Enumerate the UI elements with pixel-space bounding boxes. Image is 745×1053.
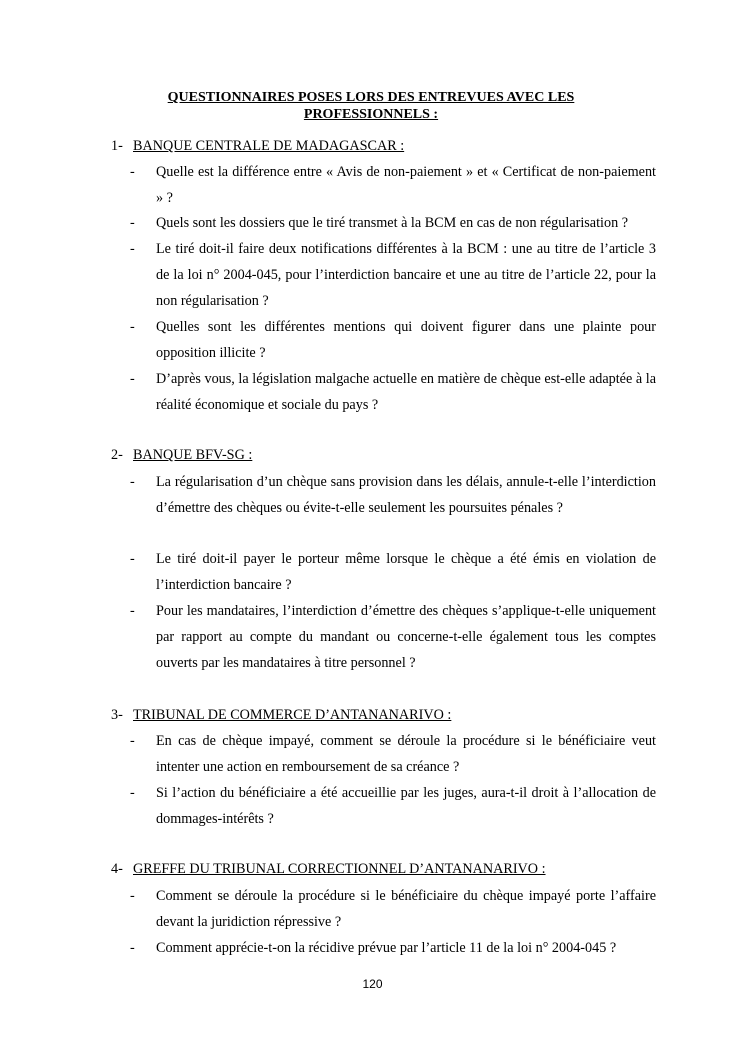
- bullet-dash: -: [130, 551, 135, 567]
- question-item: Le tiré doit-il faire deux notifications différentes à la BCM : une au titre de l’article 3 de la loi n° 2004-045, pour l’interdiction bancaire et une au titre de l’article 22, pour la non régularisation ?: [156, 241, 656, 309]
- section-number: 4-: [111, 861, 123, 877]
- section-title: TRIBUNAL DE COMMERCE D’ANTANANARIVO :: [133, 707, 452, 723]
- question-item: La régularisation d’un chèque sans provision dans les délais, annule-t-elle l’interdiction d’émettre des chèques ou évite-t-elle seulement les poursuites pénales ?: [156, 474, 656, 516]
- section-heading: [111, 859, 546, 879]
- bullet-dash: -: [130, 733, 135, 749]
- bullet-dash: -: [130, 785, 135, 801]
- page-number: 120: [362, 977, 383, 991]
- section-number: 1-: [111, 138, 123, 154]
- bullet-dash: -: [130, 474, 135, 490]
- bullet-dash: -: [130, 603, 135, 619]
- bullet-dash: -: [130, 319, 135, 335]
- section-title: BANQUE CENTRALE DE MADAGASCAR :: [133, 138, 405, 154]
- section-number: 2-: [111, 447, 123, 463]
- section-title: GREFFE DU TRIBUNAL CORRECTIONNEL D’ANTANANARIVO :: [133, 861, 546, 877]
- question-item: Quels sont les dossiers que le tiré transmet à la BCM en cas de non régularisation ?: [156, 215, 629, 231]
- bullet-dash: -: [130, 215, 135, 231]
- bullet-dash: -: [130, 164, 135, 180]
- question-item: Si l’action du bénéficiaire a été accueillie par les juges, aura-t-il droit à l’allocation de dommages-intérêts ?: [156, 785, 656, 827]
- section-number: 3-: [111, 707, 123, 723]
- bullet-dash: -: [130, 940, 135, 956]
- question-item: Le tiré doit-il payer le porteur même lorsque le chèque a été émis en violation de l’interdiction bancaire ?: [156, 551, 656, 593]
- question-item: Comment se déroule la procédure si le bénéficiaire du chèque impayé porte l’affaire devant la juridiction répressive ?: [156, 888, 656, 930]
- bullet-dash: -: [130, 241, 135, 257]
- document-title-line-2: PROFESSIONNELS :: [303, 107, 439, 122]
- document-title-line-1: QUESTIONNAIRES POSES LORS DES ENTREVUES AVEC LES: [167, 90, 575, 105]
- question-item: Comment apprécie-t-on la récidive prévue par l’article 11 de la loi n° 2004-045 ?: [156, 940, 617, 956]
- question-item: Pour les mandataires, l’interdiction d’émettre des chèques s’applique-t-elle uniquement par rapport au compte du mandant ou concerne-t-elle également tous les comptes ouverts par les mandataires à titre personnel ?: [156, 603, 656, 671]
- section-title: BANQUE BFV-SG :: [133, 447, 253, 463]
- bullet-dash: -: [130, 888, 135, 904]
- bullet-dash: -: [130, 371, 135, 387]
- section-heading: [111, 705, 451, 725]
- section-heading: [111, 136, 404, 156]
- question-item: Quelles sont les différentes mentions qui doivent figurer dans une plainte pour opposition illicite ?: [156, 319, 656, 361]
- question-item: En cas de chèque impayé, comment se déroule la procédure si le bénéficiaire veut intenter une action en remboursement de sa créance ?: [156, 733, 656, 775]
- question-item: Quelle est la différence entre « Avis de non-paiement » et « Certificat de non-paiement » ?: [156, 164, 656, 206]
- section-heading: [111, 445, 252, 465]
- question-item: D’après vous, la législation malgache actuelle en matière de chèque est-elle adaptée à la réalité économique et sociale du pays ?: [156, 371, 656, 413]
